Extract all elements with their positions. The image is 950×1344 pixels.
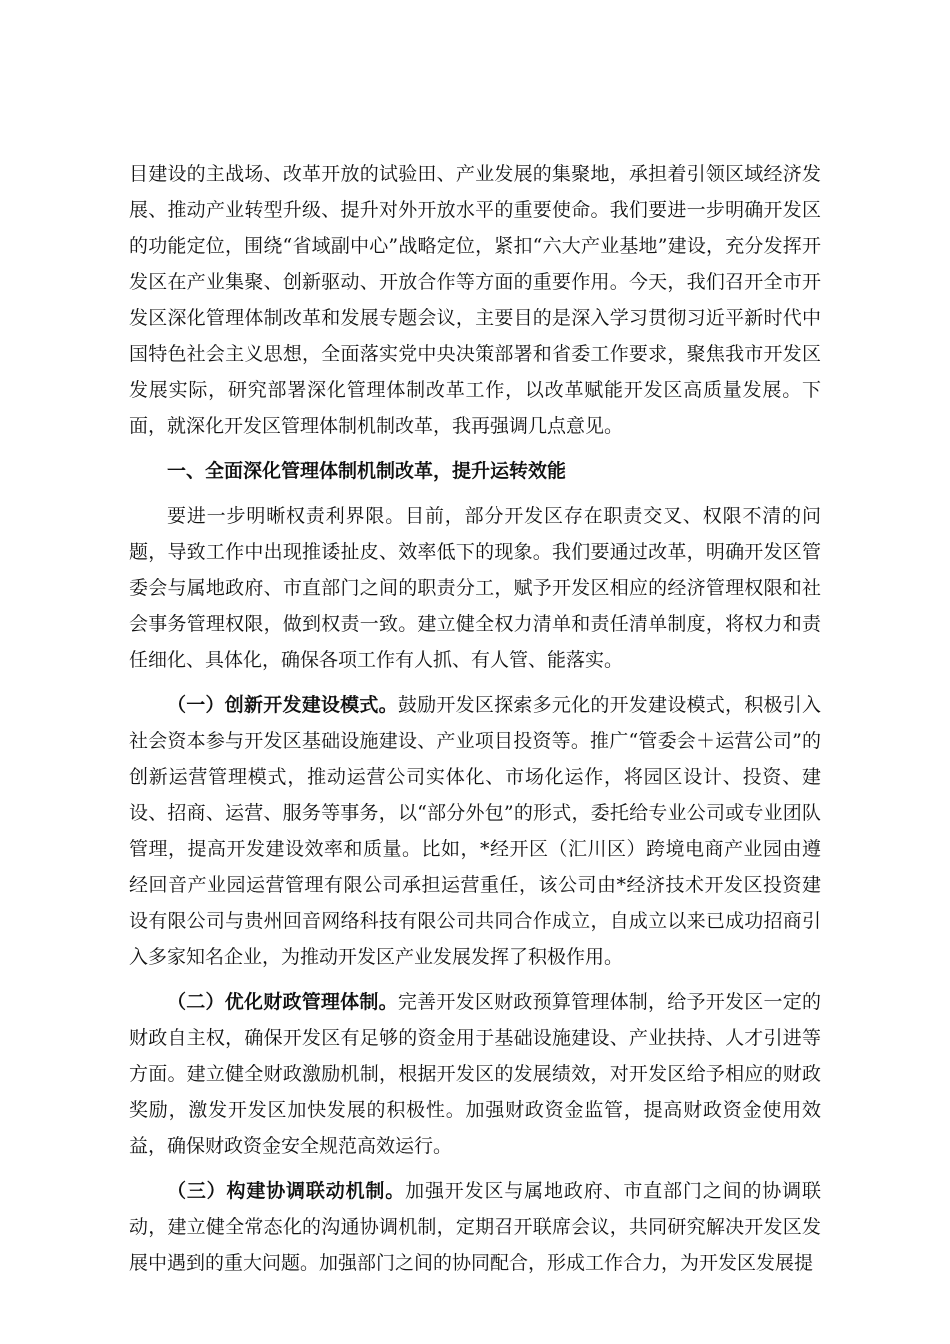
subheading-finance: （二）优化财政管理体制。 [167, 991, 398, 1013]
paragraph-coordination [129, 1173, 821, 1281]
paragraph-finance [129, 984, 821, 1164]
document-body [129, 156, 821, 1290]
paragraph-intro: 目建设的主战场、改革开放的试验田、产业发展的集聚地，承担着引领区域经济发展、推动产业转型升级、提升对外开放水平的重要使命。我们要进一步明确开发区的功能定位，围绕“省域副中心”战略定位，紧扣“六大产业基地”建设，充分发挥开发区在产业集聚、创新驱动、开放合作等方面的重要作用。今天，我们召开全市开发区深化管理体制改革和发展专题会议，主要目的是深入学习贯彻习近平新时代中国特色社会主义思想，全面落实党中央决策部署和省委工作要求，聚焦我市开发区发展实际，研究部署深化管理体制改革工作，以改革赋能开发区高质量发展。下面，就深化开发区管理体制机制改革，我再强调几点意见。 [129, 163, 821, 437]
paragraph-responsibility: 要进一步明晰权责利界限。目前，部分开发区存在职责交叉、权限不清的问题，导致工作中出现推诿扯皮、效率低下的现象。我们要通过改革，明确开发区管委会与属地政府、市直部门之间的职责分工，赋予开发区相应的经济管理权限和社会事务管理权限，做到权责一致。建立健全权力清单和责任清单制度，将权力和责任细化、具体化，确保各项工作有人抓、有人管、能落实。 [129, 505, 821, 671]
section-heading-1: 一、全面深化管理体制机制改革，提升运转效能 [167, 460, 567, 482]
subheading-development-model: （一）创新开发建设模式。 [167, 694, 398, 716]
paragraph-finance-text: 完善开发区财政预算管理体制，给予开发区一定的财政自主权，确保开发区有足够的资金用于基础设施建设、产业扶持、人才引进等方面。建立健全财政激励机制，根据开发区的发展绩效，对开发区给予相应的财政奖励，激发开发区加快发展的积极性。加强财政资金监管，提高财政资金使用效益，确保财政资金安全规范高效运行。 [129, 991, 821, 1157]
subheading-coordination: （三）构建协调联动机制。 [167, 1180, 406, 1202]
paragraph-development-model-text: 鼓励开发区探索多元化的开发建设模式，积极引入社会资本参与开发区基础设施建设、产业项目投资等。推广“管委会＋运营公司”的创新运营管理模式，推动运营公司实体化、市场化运作，将园区设计、投资、建设、招商、运营、服务等事务，以“部分外包”的形式，委托给专业公司或专业团队管理，提高开发建设效率和质量。比如，*经开区（汇川区）跨境电商产业园由遵经回音产业园运营管理有限公司承担运营重任，该公司由*经济技术开发区投资建设有限公司与贵州回音网络科技有限公司共同合作成立，自成立以来已成功招商引入多家知名企业，为推动开发区产业发展发挥了积极作用。 [129, 694, 821, 968]
paragraph-development-model [129, 687, 821, 975]
paragraph-coordination-text: 加强开发区与属地政府、市直部门之间的协调联动，建立健全常态化的沟通协调机制，定期召开联席会议，共同研究解决开发区发展中遇到的重大问题。加强部门之间的协同配合，形成工作合力，为开发区发展提 [129, 1180, 821, 1274]
